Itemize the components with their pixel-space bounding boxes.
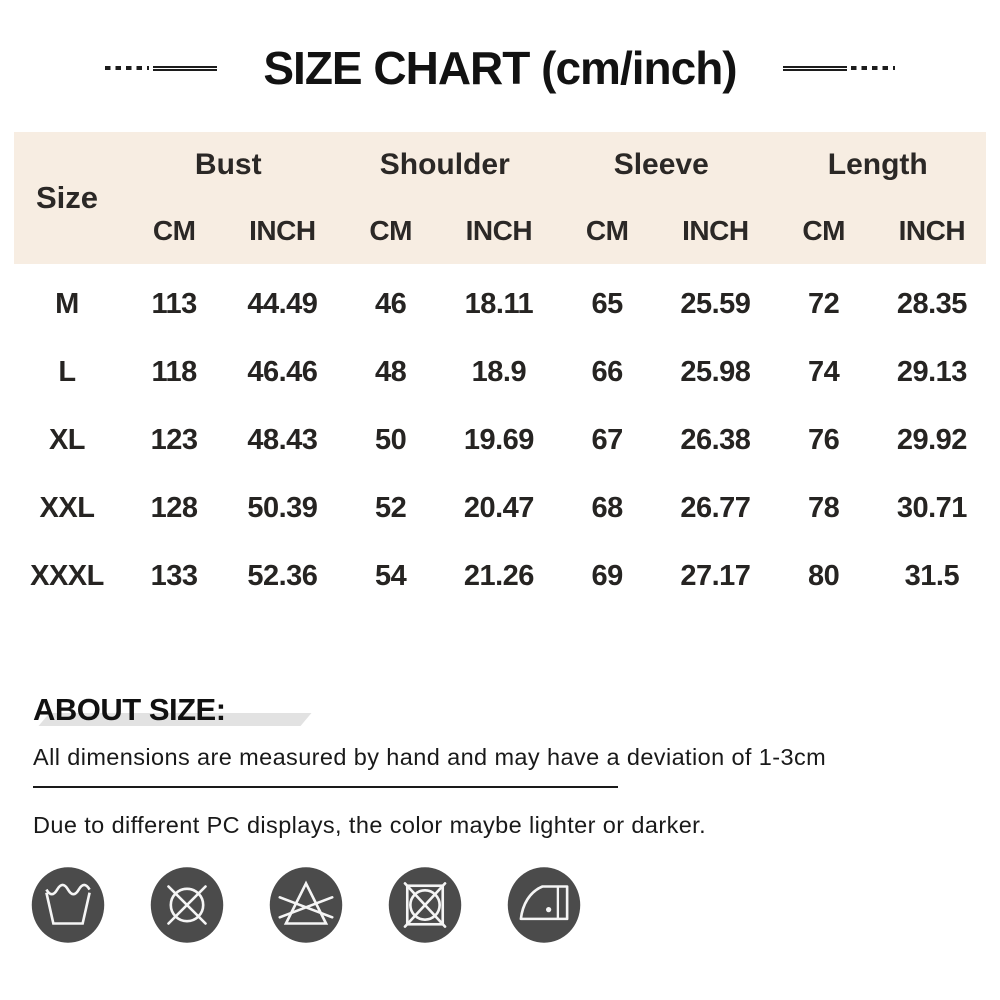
- table-cell: 26.77: [680, 491, 751, 524]
- do-not-tumble-dry-icon: [388, 866, 462, 944]
- table-cell: 48: [374, 355, 407, 388]
- row-size-label: L: [58, 355, 76, 388]
- divider-line: [33, 786, 618, 788]
- table-row-xl: [14, 406, 986, 474]
- column-header-length-inch: INCH: [898, 215, 966, 246]
- table-cell: 118: [151, 355, 197, 388]
- table-cell: 46: [374, 287, 407, 320]
- table-cell: 31.5: [904, 559, 960, 592]
- table-cell: 68: [591, 491, 623, 524]
- page-title: SIZE CHART (cm/inch): [263, 42, 737, 94]
- table-row-l: [14, 338, 986, 406]
- title-right-line-decoration: [783, 66, 847, 71]
- title-left-line-decoration: [153, 66, 217, 71]
- table-cell: 18.11: [464, 287, 534, 320]
- table-cell: 52.36: [247, 559, 318, 592]
- table-cell: 44.49: [247, 287, 318, 320]
- table-body: [14, 264, 986, 610]
- table-cell: 18.9: [471, 355, 527, 388]
- size-table: [14, 132, 986, 610]
- table-header: [14, 132, 986, 264]
- table-cell: 76: [807, 423, 840, 456]
- table-cell: 21.26: [463, 559, 534, 592]
- table-cell: 29.13: [896, 355, 967, 388]
- table-cell: 67: [591, 423, 623, 456]
- table-cell: 25.98: [680, 355, 751, 388]
- column-header-length-cm: CM: [802, 215, 845, 246]
- table-cell: 123: [150, 423, 198, 456]
- table-row-m: [14, 270, 986, 338]
- table-cell: 20.47: [463, 491, 534, 524]
- table-cell: 28.35: [896, 287, 967, 320]
- column-header-shoulder-inch: INCH: [465, 215, 533, 246]
- column-header-shoulder-cm: CM: [369, 215, 412, 246]
- table-cell: 80: [807, 559, 840, 592]
- care-icons-row: [31, 866, 581, 944]
- machine-wash-icon: [31, 866, 105, 944]
- table-cell: 19.69: [463, 423, 534, 456]
- display-note: Due to different PC displays, the color maybe lighter or darker.: [33, 812, 707, 838]
- table-cell: 78: [807, 491, 840, 524]
- table-cell: 46.46: [247, 355, 318, 388]
- row-size-label: XXL: [39, 491, 95, 524]
- do-not-dry-clean-icon: [150, 866, 224, 944]
- table-cell: 48.43: [247, 423, 318, 456]
- title-left-dashes-decoration: [105, 66, 149, 70]
- table-cell: 50: [374, 423, 407, 456]
- table-cell: 74: [807, 355, 840, 388]
- column-header-size: Size: [35, 180, 99, 215]
- table-cell: 128: [150, 491, 198, 524]
- column-header-bust-cm: CM: [152, 215, 196, 246]
- title-row: [0, 40, 1000, 96]
- table-cell: 72: [807, 287, 840, 320]
- column-header-sleeve-cm: CM: [585, 215, 629, 246]
- row-size-label: XL: [48, 423, 86, 456]
- table-cell: 30.71: [896, 491, 967, 524]
- table-cell: 65: [591, 287, 623, 320]
- column-header-bust-inch: INCH: [249, 215, 316, 246]
- column-group-length: Length: [827, 148, 928, 181]
- table-row-xxl: [14, 474, 986, 542]
- do-not-bleach-icon: [269, 866, 343, 944]
- table-row-xxxl: [14, 542, 986, 610]
- iron-icon: [507, 866, 581, 944]
- table-cell: 27.17: [680, 559, 751, 592]
- table-cell: 50.39: [247, 491, 318, 524]
- title-right-dashes-decoration: [851, 66, 895, 70]
- deviation-note: All dimensions are measured by hand and may have a deviation of 1-3cm: [33, 744, 827, 770]
- table-cell: 29.92: [896, 423, 967, 456]
- column-group-bust: Bust: [194, 148, 262, 181]
- table-cell: 133: [150, 559, 198, 592]
- table-cell: 26.38: [680, 423, 751, 456]
- about-size-heading: ABOUT SIZE:: [33, 692, 226, 727]
- table-cell: 66: [591, 355, 623, 388]
- table-cell: 52: [374, 491, 407, 524]
- column-group-sleeve: Sleeve: [613, 148, 709, 181]
- table-cell: 113: [151, 287, 197, 320]
- column-group-shoulder: Shoulder: [379, 148, 510, 181]
- table-cell: 25.59: [680, 287, 751, 320]
- column-header-sleeve-inch: INCH: [682, 215, 749, 246]
- table-cell: 69: [591, 559, 623, 592]
- row-size-label: M: [55, 287, 79, 320]
- row-size-label: XXXL: [30, 559, 104, 592]
- table-cell: 54: [374, 559, 407, 592]
